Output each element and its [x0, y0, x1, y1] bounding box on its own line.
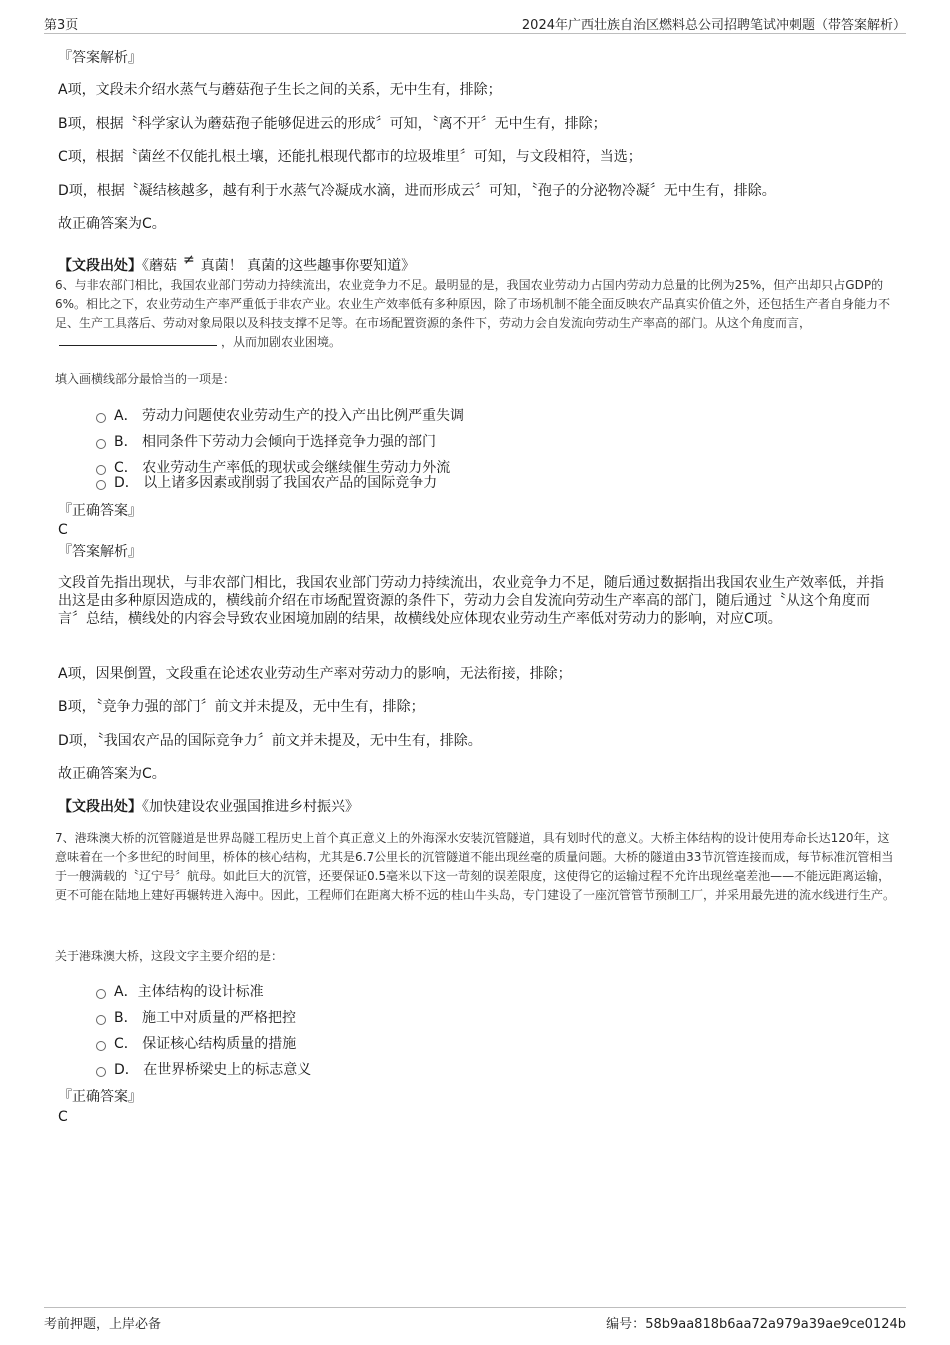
q7-prompt: 关于港珠澳大桥，这段文字主要介绍的是：	[55, 949, 284, 963]
q6-option-b[interactable]: B． 相同条件下劳动力会倾向于选择竞争力强的部门	[96, 432, 436, 452]
q6-stem-text: 6、与非农部门相比，我国农业部门劳动力持续流出，农业竞争力不足。最明显的是，我国农业劳动力占国内劳动力总量的比例为25%，但产出却只占GDP的6%。相比之下，农业劳动生产率严重低于非农产业。农业生产效率低有多种原因，除了市场机制不能全面反映农产品真实价值之外，还包括生产者自身能力不足、生产工具落后、劳动对象局限以及科技支撑不足等。在市场配置资源的条件下，劳动力会自发流向劳动生产率高的部门。从这个角度而言，	[55, 278, 891, 330]
radio-icon[interactable]	[96, 480, 106, 490]
q5-analysis-line: B项，根据〝科学家认为蘑菇孢子能够促进云的形成〞可知，〝离不开〞无中生有，排除；	[58, 116, 607, 132]
q6-analysis-line: A项，因果倒置，文段重在论述农业劳动生产率对劳动力的影响，无法衔接，排除；	[58, 666, 572, 682]
q6-analysis-line: B项，〝竞争力强的部门〞前文并未提及，无中生有，排除；	[58, 699, 425, 715]
q5-analysis-line: D项，根据〝凝结核越多，越有利于水蒸气冷凝成水滴，进而形成云〞可知，〝孢子的分泌物冷凝〞无中生有，排除。	[58, 183, 776, 199]
source-prefix: 【文段出处】	[58, 799, 142, 815]
footer-slogan: 考前押题，上岸必备	[44, 1317, 162, 1332]
radio-icon[interactable]	[96, 989, 106, 999]
footer-rule	[44, 1307, 906, 1308]
radio-icon[interactable]	[96, 1067, 106, 1077]
source-prefix: 【文段出处】	[58, 258, 142, 274]
q6-analysis-paragraph: 文段首先指出现状，与非农部门相比，我国农业部门劳动力持续流出，农业竞争力不足，随后通过数据指出我国农业生产效率低，并指出这是由多种原因造成的，横线前介绍在市场配置资源的条件下，劳动力会自发流向劳动生产率高的部门，随后通过〝从这个角度而言〞总结，横线处的内容会导致农业困境加剧的结果，故横线处应体现农业劳动生产率低对劳动力的影响，对应C项。	[58, 575, 884, 627]
q6-answer: C	[58, 522, 68, 538]
radio-icon[interactable]	[96, 439, 106, 449]
q7-option-c[interactable]: C． 保证核心结构质量的措施	[96, 1034, 296, 1054]
q6-conclusion: 故正确答案为C。	[58, 766, 166, 782]
q6-option-d[interactable]: D． 以上诸多因素或削弱了我国农产品的国际竞争力	[96, 473, 437, 493]
q6-stem	[55, 276, 900, 352]
q6-analysis-line: D项，〝我国农产品的国际竞争力〞前文并未提及，无中生有，排除。	[58, 733, 482, 749]
code-label: 编号：	[606, 1317, 646, 1332]
q7-option-a[interactable]: A．主体结构的设计标准	[96, 982, 264, 1002]
radio-icon[interactable]	[96, 1015, 106, 1025]
q6-option-c[interactable]: C． 农业劳动生产率低的现状或会继续催生劳动力外流	[96, 458, 450, 478]
page-number: 第3页	[44, 18, 79, 33]
q6-option-a[interactable]: A． 劳动力问题使农业劳动生产的投入产出比例严重失调	[96, 406, 464, 426]
q5-source	[58, 252, 416, 277]
header-rule	[44, 33, 906, 34]
code-value: 58b9aa818b6aa72a979a39ae9ce0124b	[645, 1317, 906, 1332]
document-title: 2024年广西壮族自治区燃料总公司招聘笔试冲刺题（带答案解析）	[521, 18, 906, 33]
radio-icon[interactable]	[96, 413, 106, 423]
q6-prompt: 填入画横线部分最恰当的一项是：	[55, 372, 236, 386]
q6-stem-tail: ，从而加剧农业困境。	[221, 335, 342, 349]
source-title: 《加快建设农业强国推进乡村振兴》	[142, 799, 359, 815]
q5-conclusion: 故正确答案为C。	[58, 216, 166, 232]
q7-answer-heading: 『正确答案』	[58, 1089, 142, 1105]
q7-stem: 7、港珠澳大桥的沉管隧道是世界岛隧工程历史上首个真正意义上的外海深水安装沉管隧道，具有划时代的意义。大桥主体结构的设计使用寿命长达120年，这意味着在一个多世纪的时间里，桥体的核心结构，尤其是6.7公里长的沉管隧道不能出现丝毫的质量问题。大桥的隧道由33节沉管连接而成，每节标准沉管相当于一艘满载的〝辽宁号〞航母。如此巨大的沉管，还要保证0.5毫米以下这一苛刻的误差限度，这使得它的运输过程不允许出现丝毫差池——不能远距离运输，更不可能在陆地上建好再辗转进入海中。因此，工程师们在距离大桥不远的桂山牛头岛，专门建设了一座沉管管节预制工厂，并采用最先进的流水线进行生产。	[55, 831, 896, 902]
q6-source	[58, 796, 359, 818]
q6-analysis-heading: 『答案解析』	[58, 544, 142, 560]
q7-option-b[interactable]: B． 施工中对质量的严格把控	[96, 1008, 296, 1028]
q6-answer-heading: 『正确答案』	[58, 503, 142, 519]
fill-blank	[59, 333, 217, 346]
q7-option-d[interactable]: D． 在世界桥梁史上的标志意义	[96, 1060, 311, 1080]
not-equal-symbol: ≠	[183, 252, 195, 268]
q5-analysis-heading: 『答案解析』	[58, 50, 142, 66]
q5-analysis-line: A项，文段未介绍水蒸气与蘑菇孢子生长之间的关系，无中生有，排除；	[58, 82, 502, 98]
q5-analysis-line: C项，根据〝菌丝不仅能扎根土壤，还能扎根现代都市的垃圾堆里〞可知，与文段相符，当选；	[58, 149, 642, 165]
source-title-part1: 《蘑菇	[142, 258, 177, 274]
footer-code	[606, 1313, 906, 1332]
q7-answer: C	[58, 1109, 68, 1125]
radio-icon[interactable]	[96, 1041, 106, 1051]
source-title-part2: 真菌！ 真菌的这些趣事你要知道》	[200, 258, 416, 274]
